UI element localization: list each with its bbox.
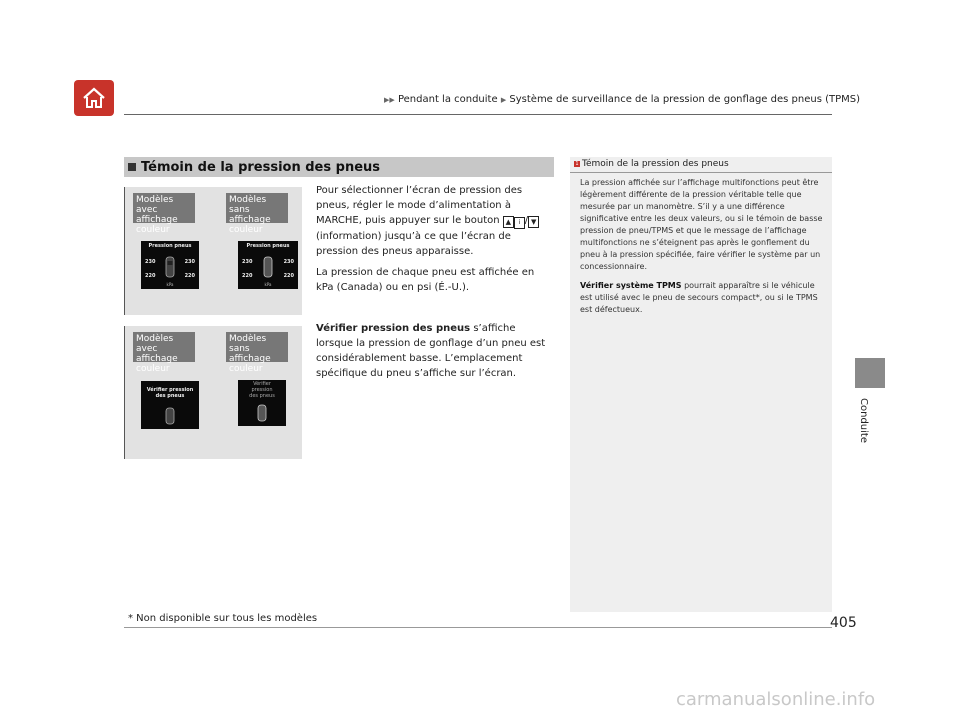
sidebar-divider — [570, 172, 832, 173]
tire-rr-value: 220 — [283, 273, 294, 279]
car-top-icon — [165, 256, 175, 278]
para3-bold: Vérifier pression des pneus — [316, 323, 471, 334]
tire-rr-value: 220 — [184, 273, 195, 279]
para1-text: Pour sélectionner l’écran de pression des pneus, régler le mode d’alimentation à MARCHE, puis appuyer sur le bouton — [316, 185, 523, 226]
variant-label-color: Modèles avec affichage couleur — [133, 193, 195, 223]
tire-fr-value: 230 — [283, 259, 294, 265]
home-button[interactable] — [74, 80, 114, 116]
pressure-screen-color — [141, 241, 199, 289]
tire-fl-value: 230 — [242, 259, 253, 265]
breadcrumb-separator: ▶ — [500, 96, 507, 104]
section-heading — [124, 157, 554, 177]
variant-label-nocolor: Modèles sans affichage couleur — [226, 332, 288, 362]
section-title: Témoin de la pression des pneus — [141, 159, 381, 175]
variant-label-color: Modèles avec affichage couleur — [133, 332, 195, 362]
footnote: * Non disponible sur tous les modèles — [128, 613, 318, 624]
tire-rl-value: 220 — [242, 273, 253, 279]
header-divider — [124, 114, 832, 115]
home-icon — [81, 86, 107, 110]
breadcrumb-current: Système de surveillance de la pression de gonflage des pneus (TPMS) — [509, 94, 860, 105]
car-top-icon — [263, 256, 273, 278]
check-screen-color — [141, 381, 199, 429]
body-paragraph-1 — [316, 183, 548, 259]
footer-divider — [124, 627, 832, 628]
screen-title: Vérifier pression des pneus — [146, 387, 194, 399]
screen-title: Pression pneus — [148, 243, 192, 249]
car-top-icon — [257, 404, 267, 422]
section-bullet — [128, 163, 136, 171]
breadcrumb-arrow: ▶▶ — [384, 96, 395, 104]
body-paragraph-2 — [316, 265, 548, 295]
info-button-icon: ▲ i / ▼ — [503, 215, 539, 226]
page-number: 405 — [830, 615, 857, 631]
breadcrumb-link-conduite[interactable]: Pendant la conduite — [397, 94, 498, 105]
sidebar-body — [580, 177, 826, 323]
sidebar-bold-term: Vérifier système TPMS — [580, 281, 682, 290]
screen-title: Vérifier pression des pneus — [249, 381, 275, 399]
tire-fl-value: 230 — [145, 259, 156, 265]
illustration-panel-check — [124, 326, 302, 459]
body-paragraph-3 — [316, 321, 548, 381]
sidebar-paragraph-1: La pression affichée sur l’affichage multifonctions peut être légèrement différente de la pression véritable telle que mesurée par un manomètre. S’il y a une différence significative entre les deux valeurs, ou si le témoin de basse pression de pneu/TPMS et que le message de l’affichage multifonctions ne s’éteignent pas après le gonflement du pneu à la pression spécifiée, faire vérifier le système par un concessionnaire. — [580, 178, 823, 271]
sidebar-paragraph-2: pourrait apparaître si le véhicule est utilisé avec le pneu de secours compact*, ou si le TPMS est défectueux. — [580, 281, 818, 314]
sidebar-title — [574, 159, 729, 169]
pressure-unit: kPa — [166, 282, 174, 287]
tire-rl-value: 220 — [145, 273, 156, 279]
pressure-unit: kPa — [264, 282, 272, 287]
watermark: carmanualsonline.info — [676, 689, 876, 710]
chapter-label: Conduite — [858, 398, 869, 443]
para3-text: s’affiche lorsque la pression de gonflage d’un pneu est considérablement basse. L’emplacement spécifique du pneu s’affiche sur l’écran. — [316, 323, 546, 379]
chapter-tab[interactable] — [855, 358, 885, 388]
pressure-screen-nocolor — [238, 241, 298, 289]
sidebar-title-text: Témoin de la pression des pneus — [582, 159, 729, 169]
para1-text-cont: (information) jusqu’à ce que l’écran de pression des pneus apparaisse. — [316, 231, 511, 257]
tire-fr-value: 230 — [184, 259, 195, 265]
check-screen-nocolor — [238, 380, 286, 426]
variant-label-nocolor: Modèles sans affichage couleur — [226, 193, 288, 223]
note-badge: 1 — [575, 161, 579, 167]
para2-text: La pression de chaque pneu est affichée en kPa (Canada) ou en psi (É.-U.). — [316, 267, 535, 293]
sidebar-note — [570, 157, 832, 612]
illustration-panel-pressure — [124, 187, 302, 315]
breadcrumb — [384, 94, 860, 105]
car-top-icon — [165, 407, 175, 425]
screen-title: Pression pneus — [246, 243, 290, 249]
